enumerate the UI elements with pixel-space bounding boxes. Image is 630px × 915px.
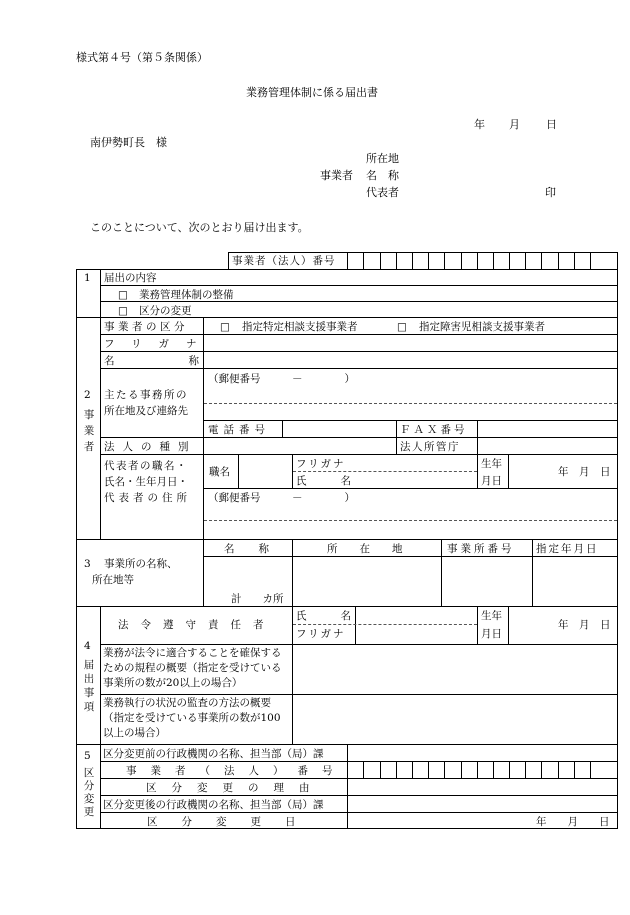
- change-reason-label: 区分変更の理由: [146, 782, 325, 794]
- change-date-label: 区分変更日: [147, 816, 320, 828]
- compliance-officer-label: 法令遵守責任者: [118, 619, 276, 631]
- name-label: 名称: [104, 355, 273, 367]
- address-label: 所在地: [366, 152, 399, 165]
- s2-side-label: 事業者: [83, 409, 95, 453]
- seal-mark: 印: [545, 186, 556, 199]
- audit-method-summary-label: 業務執行の状況の監査の方法の概要（指定を受けている事業所の数が100以上の場合）: [103, 697, 281, 739]
- name-label: 名 称: [366, 169, 399, 182]
- operator-category-label: 事業者の区分: [104, 321, 188, 333]
- addressee: 南伊勢町長 様: [90, 136, 167, 149]
- change-date-ymd: 年 月 日: [536, 816, 610, 828]
- operator-label: 事業者: [320, 169, 353, 182]
- rep-birth-ymd: 年 月 日: [558, 466, 611, 478]
- authority-after-label: 区分変更後の行政機関の名称、担当部（局）課: [103, 799, 324, 811]
- col-office-name: 名称: [224, 543, 293, 555]
- rep-postal-code: （郵便番号 － ）: [208, 492, 355, 504]
- rep-birth-line2: 月日: [481, 475, 502, 487]
- fax-label: ＦＡＸ番号: [400, 424, 468, 436]
- s4-side-label: 届出事項: [83, 659, 95, 713]
- s3-label-line1: 事業所の名称、: [104, 558, 178, 570]
- rep-birth-line1: 生年: [481, 458, 502, 470]
- compliance-rules-summary-label: 業務が法令に適合することを確保するための規程の概要（指定を受けている事業所の数が20以上の場合）: [103, 647, 282, 689]
- rep-furigana-label: フリガナ: [296, 458, 346, 470]
- s1-option-1: 業務管理体制の整備: [139, 289, 234, 301]
- office-label-line2: 所在地及び連絡先: [104, 405, 188, 417]
- s4-number: 4: [84, 640, 91, 652]
- form-title: 業務管理体制に係る届出書: [246, 86, 378, 99]
- date-month: 月: [509, 118, 520, 131]
- representative-label: 代表者: [366, 186, 399, 199]
- officer-name-label: 氏名: [296, 610, 385, 622]
- s5-side-label: 区分変更: [83, 767, 95, 818]
- category-checkbox-2[interactable]: □: [397, 321, 407, 333]
- intro-text: このことについて、次のとおり届け出ます。: [90, 221, 309, 234]
- s5-number: 5: [84, 750, 91, 762]
- corp-type-label: 法人の種別: [104, 441, 197, 453]
- office-label-line1: 主たる事務所の: [104, 389, 188, 401]
- rep-name-label: 氏名: [296, 475, 385, 487]
- date-year: 年: [474, 118, 485, 131]
- form-number: 様式第４号（第５条関係）: [76, 51, 208, 64]
- corp-office-label: 法人所管庁: [400, 441, 460, 453]
- s1-option-2: 区分の変更: [139, 305, 192, 317]
- s3-label-line2: 所在地等: [92, 574, 134, 586]
- category-checkbox-1[interactable]: □: [220, 321, 230, 333]
- postal-code: （郵便番号 － ）: [208, 373, 355, 385]
- s5-corp-number-label: 事業者（法人）番号: [126, 765, 347, 777]
- s1-checkbox-2[interactable]: □: [118, 305, 128, 317]
- category-option-2: 指定障害児相談支援事業者: [419, 321, 545, 333]
- col-office-number: 事業所番号: [447, 543, 515, 555]
- position-label: 職名: [209, 466, 230, 478]
- rep-label-line2: 氏名・生年月日・: [104, 476, 188, 488]
- authority-before-label: 区分変更前の行政機関の名称、担当部（局）課: [103, 748, 324, 760]
- col-designation-date: 指定年月日: [536, 543, 599, 555]
- officer-birth-line2: 月日: [481, 628, 502, 640]
- office-total: 計 カ所: [231, 593, 284, 605]
- rep-label-line3: 代表者の住所: [104, 492, 191, 504]
- s1-number: 1: [84, 272, 91, 284]
- category-option-1: 指定特定相談支援事業者: [242, 321, 358, 333]
- corp-number-label: 事業者（法人）番号: [232, 255, 336, 267]
- s3-number: 3: [84, 558, 91, 570]
- tel-label: 電話番号: [208, 424, 270, 436]
- officer-birth-ymd: 年 月 日: [558, 619, 611, 631]
- s2-number: 2: [84, 389, 91, 401]
- furigana-label: フリガナ: [104, 338, 214, 350]
- officer-birth-line1: 生年: [481, 610, 502, 622]
- rep-label-line1: 代表者の職名・: [104, 460, 188, 472]
- s1-checkbox-1[interactable]: □: [118, 289, 128, 301]
- date-day: 日: [546, 118, 557, 131]
- s1-title: 届出の内容: [104, 272, 157, 284]
- col-office-address: 所在地: [327, 543, 425, 555]
- officer-furigana-label: フリガナ: [296, 628, 346, 640]
